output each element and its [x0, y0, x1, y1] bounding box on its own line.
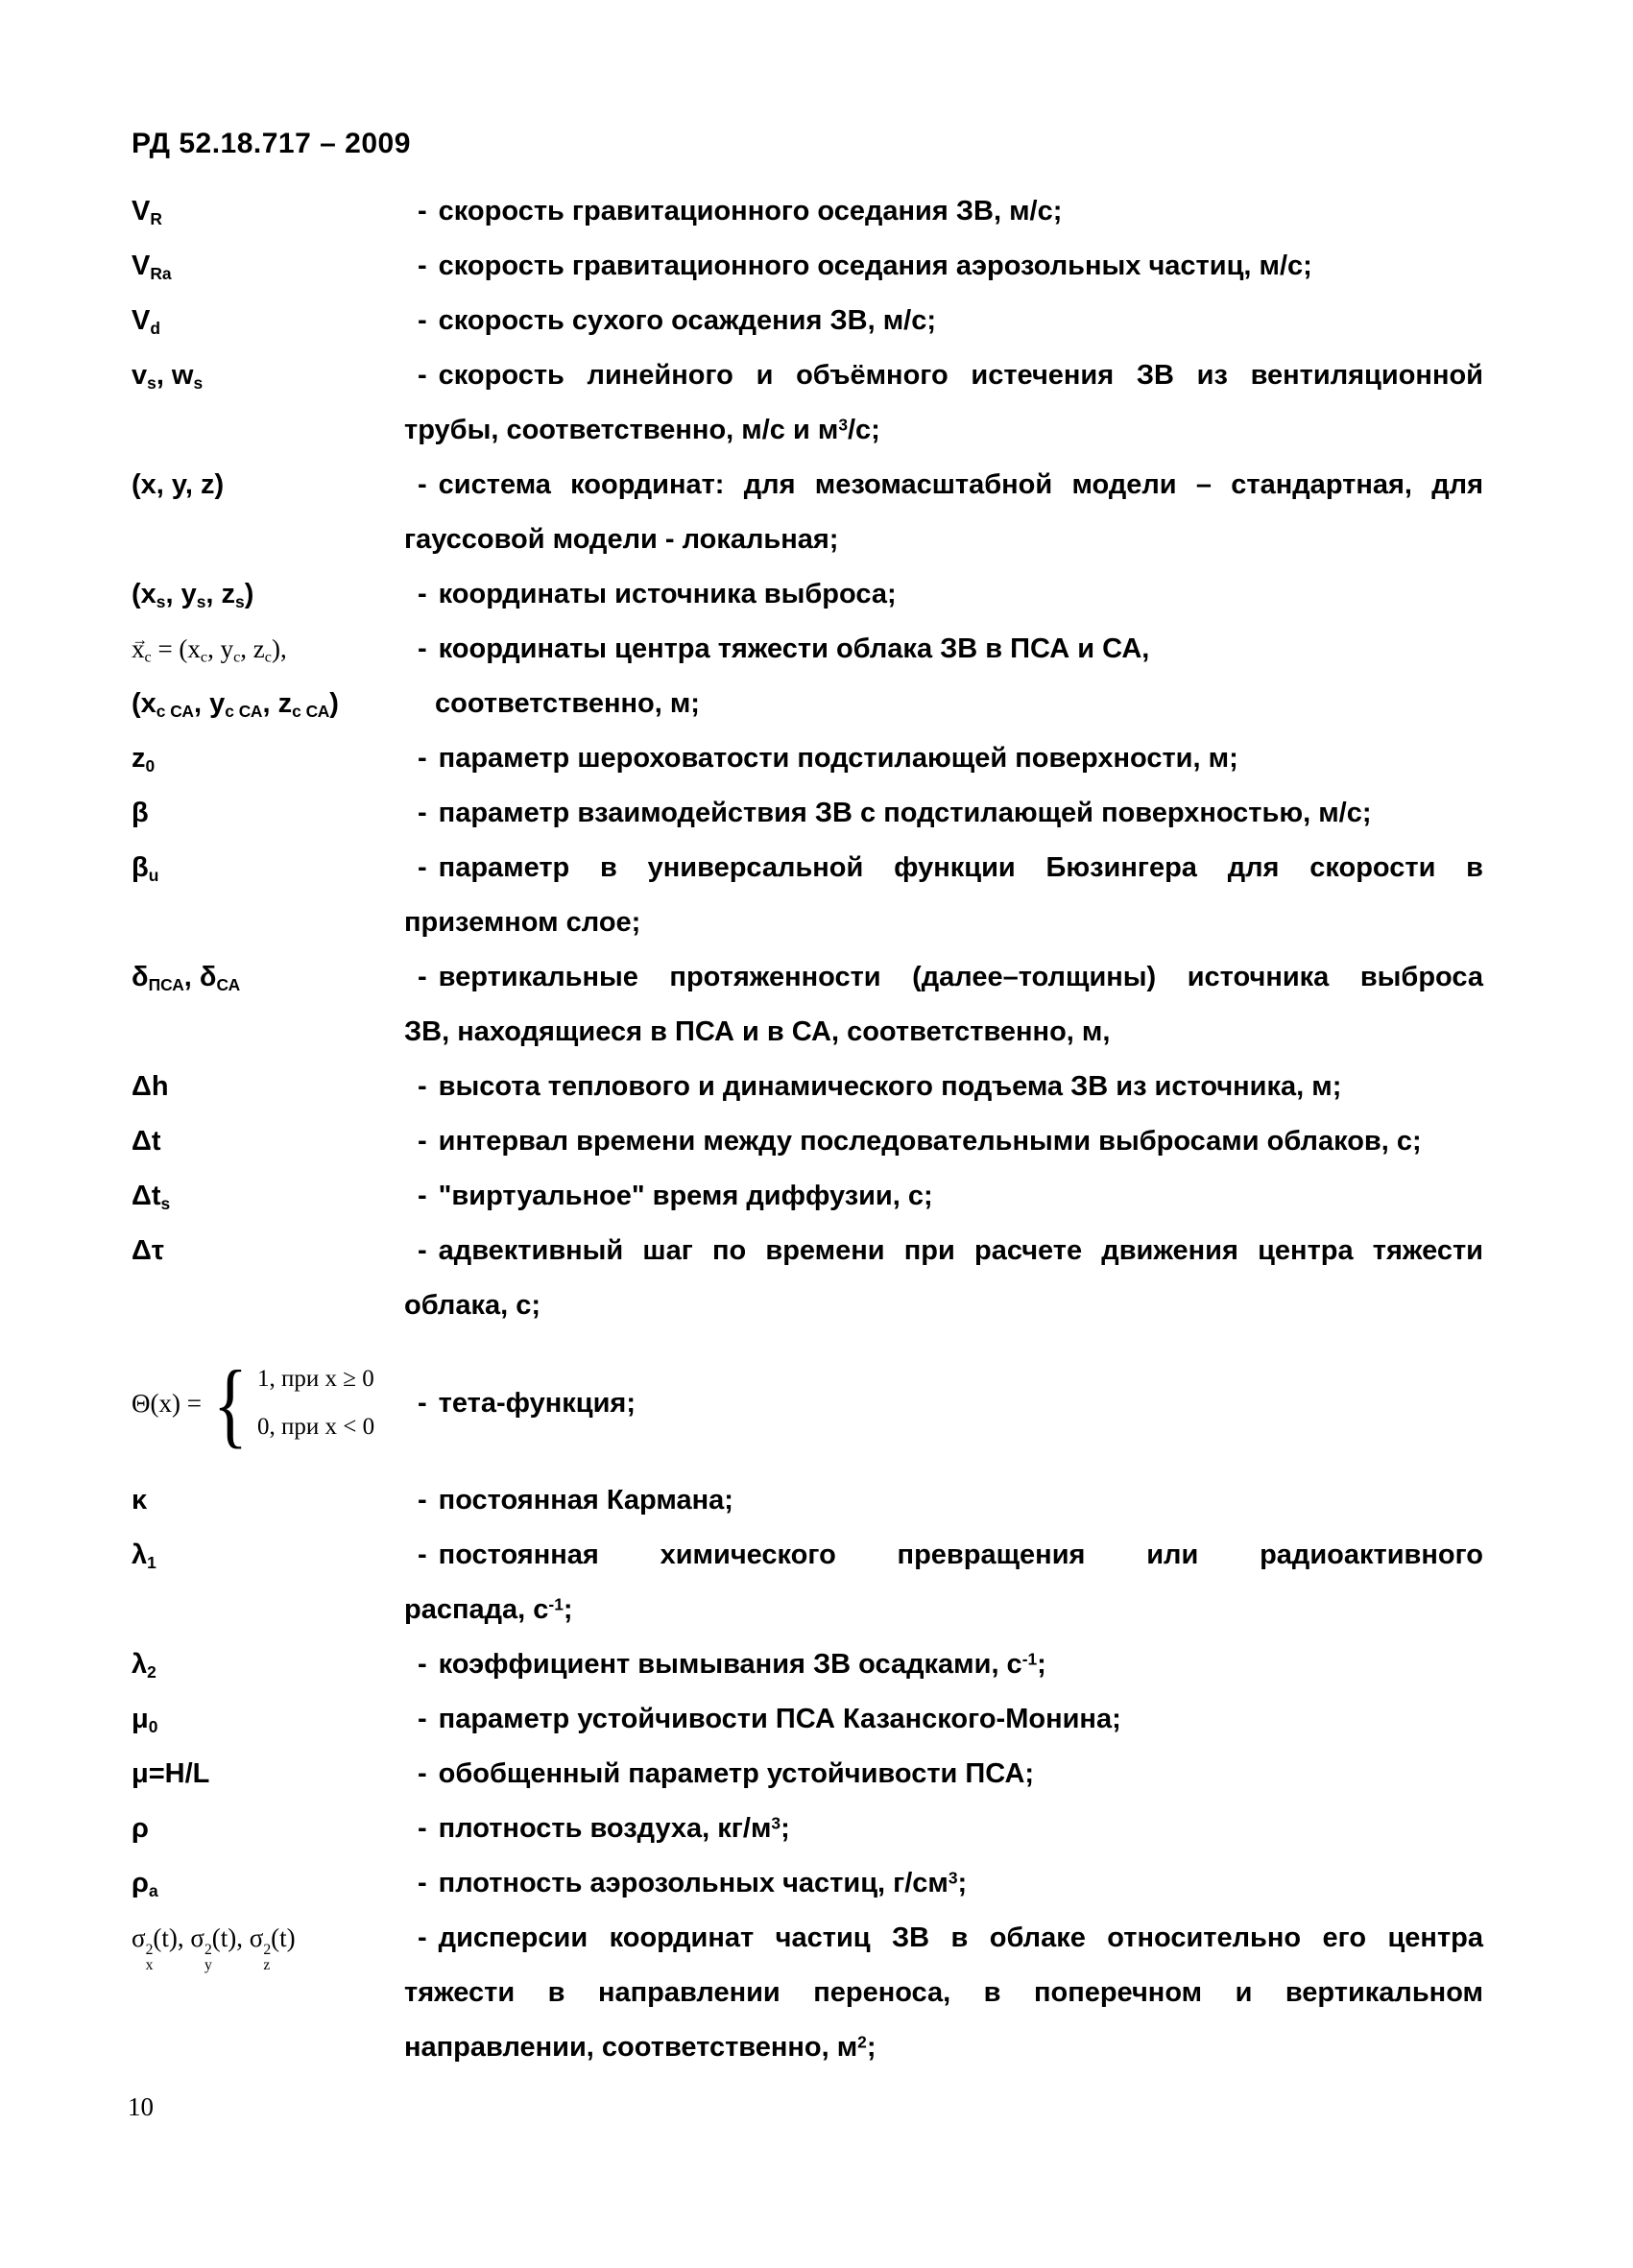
symbol: $\lambda_1$ [132, 1540, 156, 1572]
dash: - [418, 1485, 427, 1516]
dash: - [418, 798, 427, 828]
definition: - скорость сухого осаждения ЗВ, м/с; [418, 305, 936, 336]
symbol-entry [132, 841, 1483, 950]
symbol: $z_0$ [132, 743, 156, 776]
symbol-entry [132, 622, 1483, 731]
symbol: $\Delta t_s$ [132, 1181, 171, 1213]
definition: - постоянная химического превращения или радиоактивного распада, $с^{-1}$; [404, 1540, 1483, 1625]
symbol: → $x_c = (x_c$, $y_c$, $z_c$), ($x_{c СА}$, $y_{c СА}$, $z_{c СА}$) [132, 622, 404, 731]
definition: - координаты источника выброса; [418, 579, 897, 609]
symbol: (x, y, z) [132, 469, 225, 500]
symbol: $V_{Ra}$ [132, 251, 172, 283]
symbol-entry [132, 1637, 1483, 1692]
definition: - параметр устойчивости ПСА Казанского-Монина; [418, 1704, 1121, 1734]
symbol: $V_d$ [132, 305, 160, 338]
definition: - параметр взаимодействия ЗВ с подстилающей поверхностью, м/с; [418, 798, 1372, 828]
definition: - скорость гравитационного оседания ЗВ, м/с; [418, 196, 1063, 227]
definition: - скорость линейного и объёмного истечения ЗВ из вентиляционной трубы, соответственно, м/с и $м^3/с$; [404, 360, 1483, 445]
definition: - коэффициент вымывания ЗВ осадками, $с^{-1}$; [418, 1649, 1046, 1680]
dash: - [418, 360, 427, 391]
definition: - постоянная Кармана; [418, 1485, 733, 1516]
dash: - [418, 1649, 427, 1680]
dash: - [418, 251, 427, 281]
symbol-entry [132, 239, 1483, 294]
symbol-entry [132, 1333, 1483, 1473]
dash: - [418, 1868, 427, 1898]
symbol: $V_R$ [132, 196, 162, 228]
definition: - вертикальные протяженности (далее–толщины) источника выброса ЗВ, находящиеся в ПСА и в СА, соответственно, м, [404, 962, 1483, 1047]
dash: - [418, 1704, 427, 1734]
dash: - [418, 305, 427, 336]
dash: - [418, 469, 427, 500]
page-content [132, 125, 1483, 2075]
symbol-entry [132, 458, 1483, 567]
symbol-entry [132, 1528, 1483, 1637]
dash: - [418, 1126, 427, 1157]
dash: - [418, 743, 427, 774]
dash: - [418, 1540, 427, 1570]
definition: - скорость гравитационного оседания аэрозольных частиц, м/с; [418, 251, 1312, 281]
symbol: κ [132, 1485, 148, 1516]
symbol-entry [132, 786, 1483, 841]
symbol: $v_s$, $w_s$ [132, 360, 204, 393]
dash: - [418, 1813, 427, 1844]
symbol-entry [132, 1856, 1483, 1911]
page-number: 10 [128, 2092, 154, 2121]
dash: - [418, 196, 427, 227]
definition: - плотность воздуха, $кг/м^3$; [418, 1813, 790, 1844]
symbol: $\lambda_2$ [132, 1649, 156, 1682]
symbol-list [132, 184, 1483, 2075]
doc-code: РД 52.18.717 – 2009 [132, 128, 411, 159]
symbol-entry [132, 1692, 1483, 1747]
symbol-entry [132, 348, 1483, 458]
symbol-entry [132, 731, 1483, 786]
symbol: $\delta_{ПСА}$, $\delta_{СА}$ [132, 962, 241, 994]
symbol-entry [132, 1060, 1483, 1114]
definition: - высота теплового и динамического подъема ЗВ из источника, м; [418, 1071, 1342, 1102]
curly-brace: { [212, 1349, 248, 1457]
symbol: ($x_s$, $y_s$, $z_s$) [132, 579, 254, 611]
definition: - интервал времени между последовательными выбросами облаков, с; [418, 1126, 1422, 1157]
definition: - тета-функция; [418, 1387, 636, 1419]
symbol: β [132, 798, 149, 828]
symbol: μ=H/L [132, 1758, 210, 1789]
dash: - [418, 633, 427, 664]
symbol: Δτ [132, 1235, 164, 1266]
symbol-entry [132, 567, 1483, 622]
symbol: $\mu_0$ [132, 1704, 158, 1736]
dash: - [418, 852, 427, 883]
symbol: Δh [132, 1071, 169, 1102]
definition: - система координат: для мезомасштабной модели – стандартная, для гауссовой модели - локальная; [404, 469, 1483, 555]
symbol-entry [132, 1114, 1483, 1169]
symbol-entry [132, 1169, 1483, 1224]
symbol-entry [132, 1911, 1483, 2075]
dash: - [418, 1387, 427, 1419]
symbol: ρ [132, 1813, 149, 1844]
symbol-entry [132, 1473, 1483, 1528]
dash: - [418, 1071, 427, 1102]
definition: - обобщенный параметр устойчивости ПСА; [418, 1758, 1035, 1789]
dash: - [418, 1181, 427, 1211]
definition: - параметр в универсальной функции Бюзингера для скорости в приземном слое; [404, 852, 1483, 938]
definition: - адвективный шаг по времени при расчете движения центра тяжести облака, с; [404, 1235, 1483, 1321]
definition: - координаты центра тяжести облака ЗВ в ПСА и СА, соответственно, м; [418, 633, 1150, 719]
symbol: $\beta_u$ [132, 852, 159, 885]
definition: - плотность аэрозольных частиц, $г/см^3$; [418, 1868, 968, 1898]
dash: - [418, 962, 427, 992]
symbol-entry [132, 184, 1483, 239]
dash: - [418, 1922, 427, 1953]
symbol-entry [132, 1747, 1483, 1802]
definition: - "виртуальное" время диффузии, с; [418, 1181, 933, 1211]
definition: - параметр шероховатости подстилающей поверхности, м; [418, 743, 1238, 774]
symbol: σ 2 x (t), σ 2 y (t), σ 2 z (t) [132, 1923, 296, 1974]
symbol [132, 1349, 404, 1457]
symbol: Δt [132, 1126, 161, 1157]
symbol-entry [132, 950, 1483, 1060]
symbol-entry [132, 1802, 1483, 1856]
symbol-entry [132, 294, 1483, 348]
dash: - [418, 579, 427, 609]
symbol: $\rho_a$ [132, 1868, 158, 1900]
definition: - дисперсии координат частиц ЗВ в облаке относительно его центра тяжести в направлении переноса, в поперечном и вертикальном направлении, соответственно, $м^2$; [404, 1922, 1483, 2063]
theta-formula: Θ(x) = { 1, при x ≥ 0 0, при x < 0 [132, 1349, 375, 1457]
dash: - [418, 1235, 427, 1266]
symbol-entry [132, 1224, 1483, 1333]
dash: - [418, 1758, 427, 1789]
